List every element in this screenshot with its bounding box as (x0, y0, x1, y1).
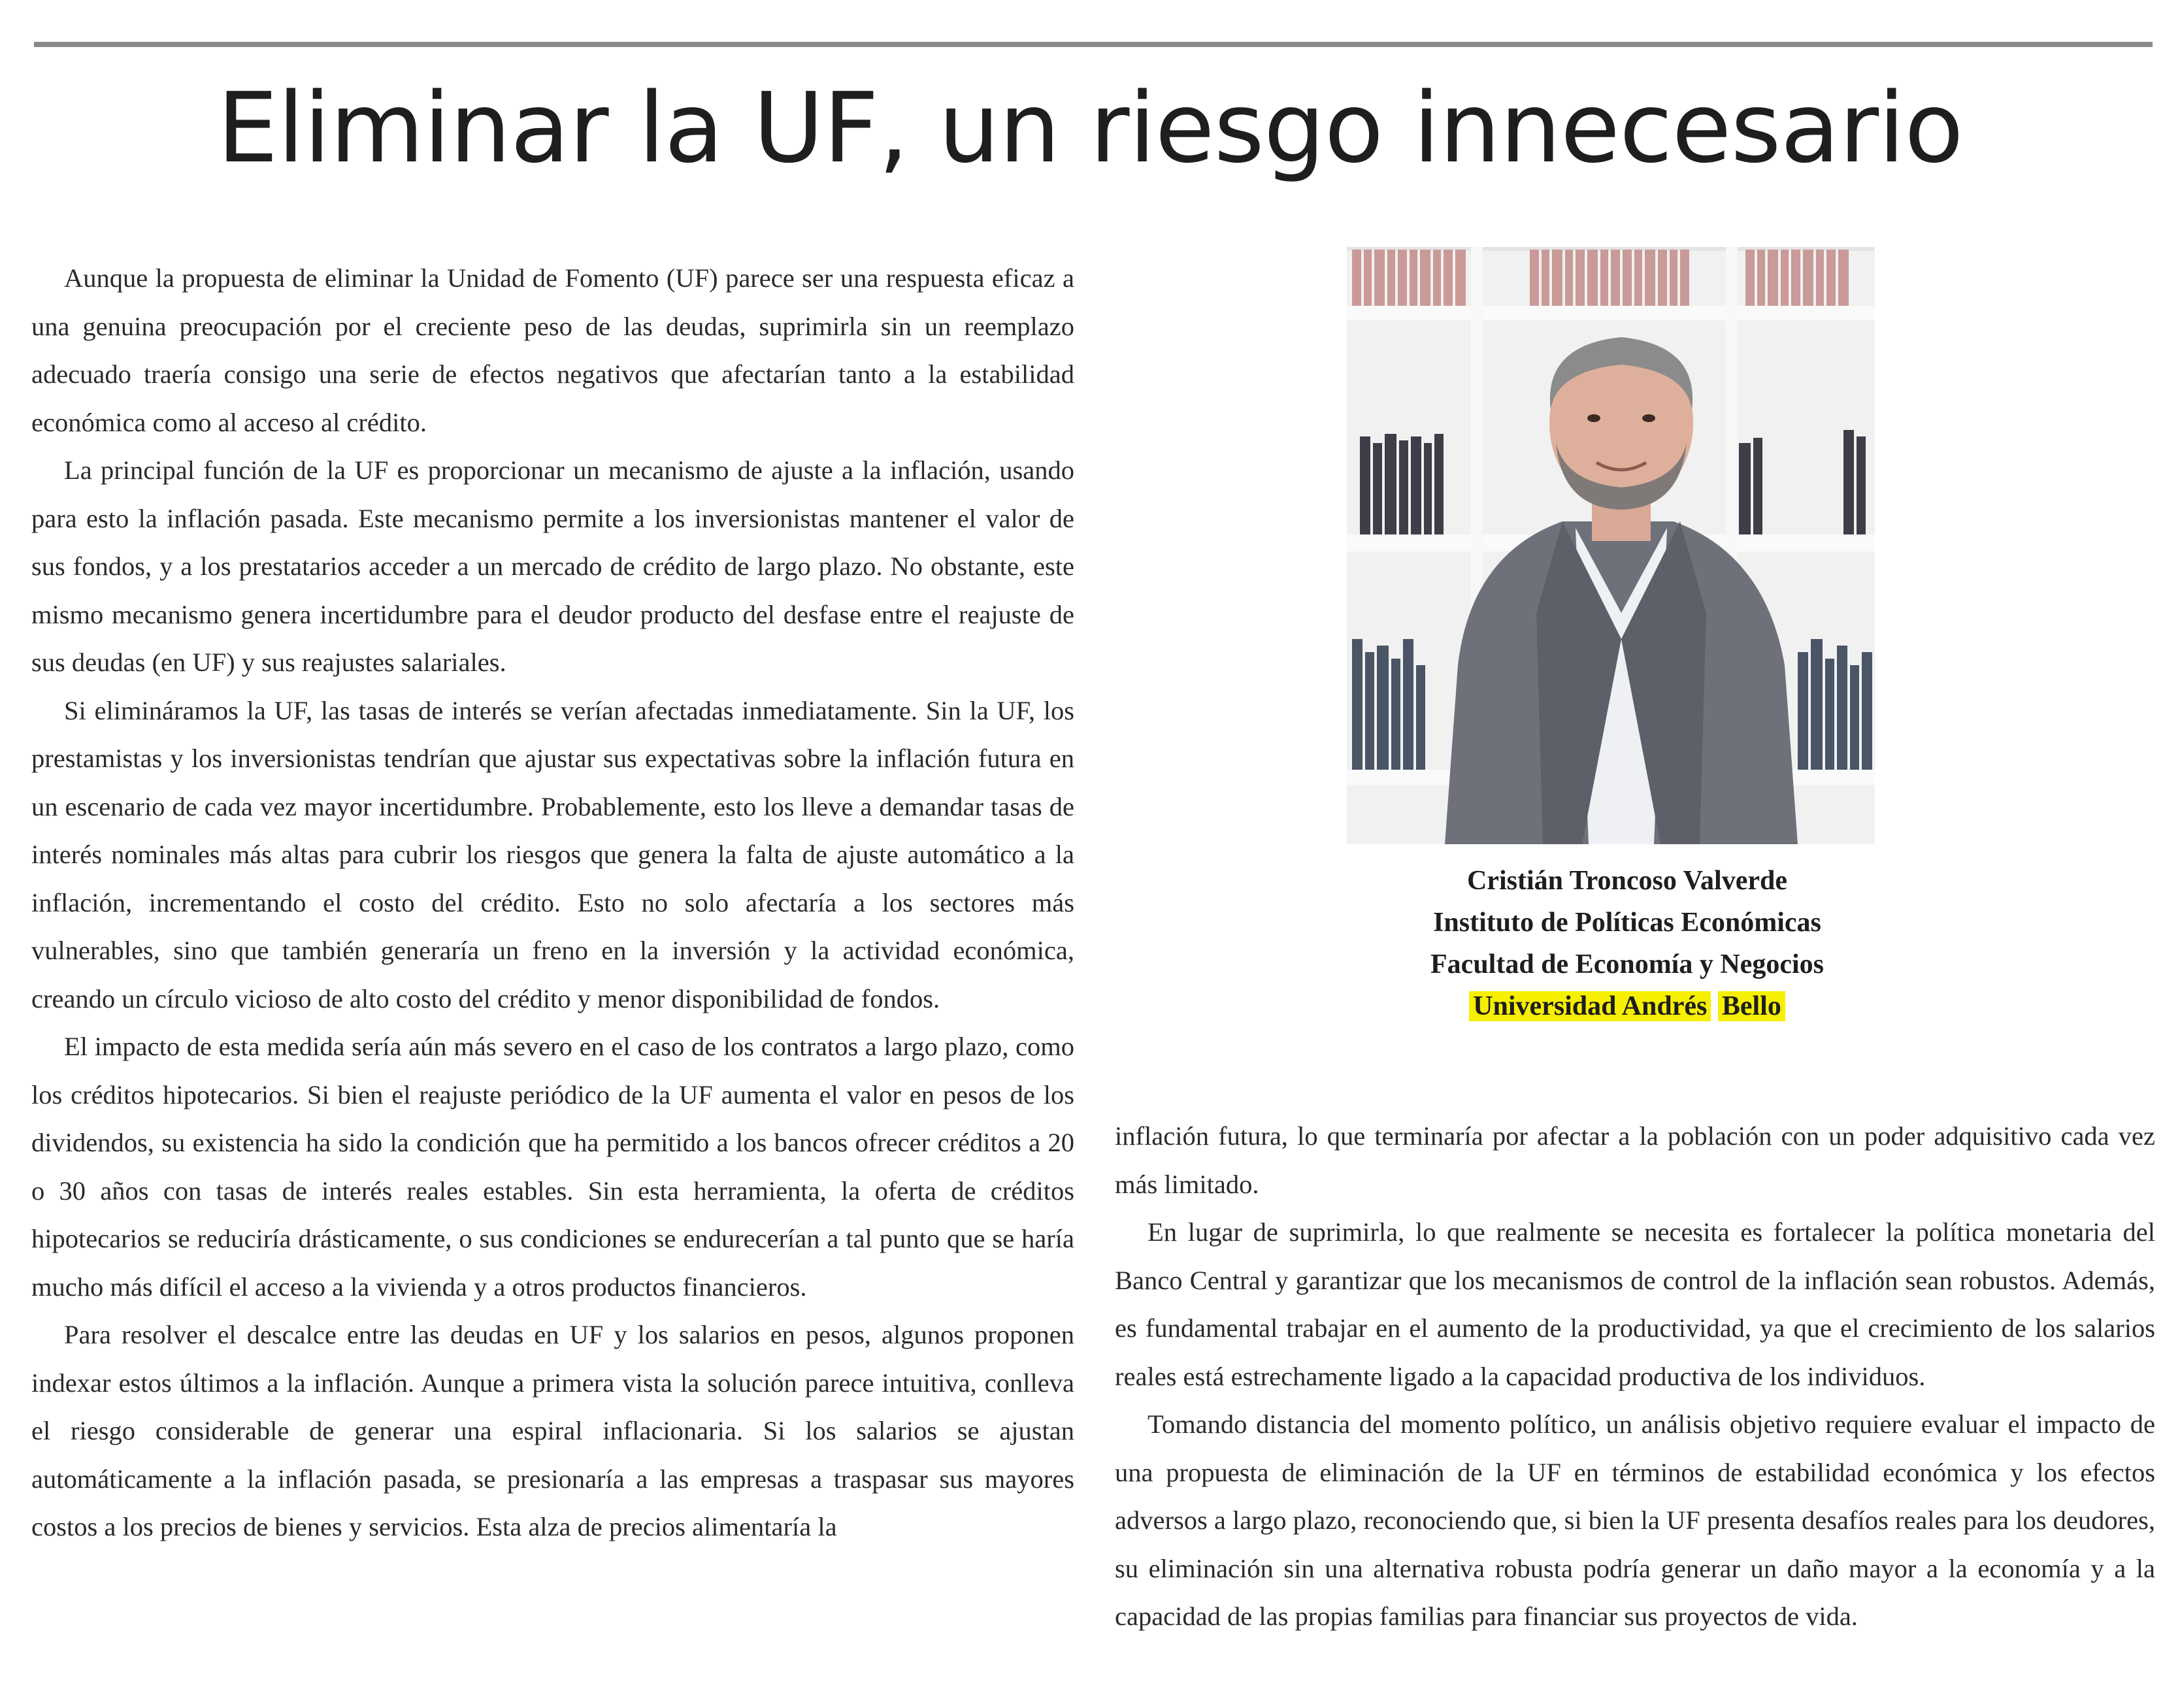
paragraph: inflación futura, lo que terminaría por afectar a la población con un poder adquisitivo cada vez más limitado. (1115, 1121, 2155, 1199)
author-faculty: Facultad de Economía y Negocios (1430, 949, 1824, 979)
author-name: Cristián Troncoso Valverde (1466, 866, 1788, 896)
paragraph: Aunque la propuesta de eliminar la Unidad de Fomento (UF) parece ser una respuesta eficaz a una genuina preocupación por el creciente peso de las deudas, suprimirla sin un reemplazo adecuado traería consigo una serie de efectos negativos que afectarían tanto a la estabilidad económica como al acceso al crédito. (31, 263, 1074, 437)
paragraph: El impacto de esta medida sería aún más severo en el caso de los contratos a largo plazo, como los créditos hipotecarios. Si bien el reajuste periódico de la UF aumenta el valor en pesos de los dividendos, su existencia ha sido la condición que ha permitido a los bancos ofrecer créditos a 20 o 30 años con tasas de interés reales estables. Sin esta herramienta, la oferta de créditos hipotecarios se reduciría drásticamente, o sus condiciones se endurecerían a tal punto que se haría mucho más difícil el acceso a la vivienda y a otros productos financieros. (31, 1032, 1074, 1302)
top-rule (34, 42, 2153, 47)
university-highlight: Bello (1718, 991, 1785, 1021)
paragraph: Tomando distancia del momento político, un análisis objetivo requiere evaluar el impacto de una propuesta de eliminación de la UF en términos de estabilidad económica y los efectos adversos a largo plazo, reconociendo que, si bien la UF presenta desafíos reales para los deudores, su eliminación sin una alternativa robusta podría generar un daño mayor a la economía y a la capacidad de las propias familias para financiar sus proyectos de vida. (1115, 1409, 2155, 1631)
university-highlight: Universidad Andrés (1469, 991, 1711, 1021)
author-photo (1347, 247, 1875, 844)
paragraph: Para resolver el descalce entre las deudas en UF y los salarios en pesos, algunos proponen indexar estos últimos a la inflación. Aunque a primera vista la solución parece intuitiva, conlleva el riesgo considerable de generar una espiral inflacionaria. Si los salarios se ajustan automáticamente a la inflación pasada, se presionaría a las empresas a traspasar sus mayores costos a los precios de bienes y servicios. Esta alza de precios alimentaría la (31, 1320, 1074, 1541)
headline: Eliminar la UF, un riesgo innecesario (217, 72, 1963, 184)
paragraph: Si elimináramos la UF, las tasas de interés se verían afectadas inmediatamente. Sin la UF, los prestamistas y los inversionistas tendrían que ajustar sus expectativas sobre la inflación futura en un escenario de cada vez mayor incertidumbre. Probablemente, esto los lleve a demandar tasas de interés nominales más altas para cubrir los riesgos que genera la falta de ajuste automático a la inflación, incrementando el costo del crédito. Esto no solo afectaría a los sectores más vulnerables, sino que también generaría un freno en la inversión y la actividad económica, creando un círculo vicioso de alto costo del crédito y menor disponibilidad de fondos. (31, 695, 1074, 1013)
paragraph: La principal función de la UF es proporcionar un mecanismo de ajuste a la inflación, usando para esto la inflación pasada. Este mecanismo permite a los inversionistas mantener el valor de sus fondos, y a los prestatarios acceder a un mercado de crédito de largo plazo. No obstante, este mismo mecanismo genera incertidumbre para el deudor producto del desfase entre el reajuste de sus deudas (en UF) y sus reajustes salariales. (31, 455, 1074, 677)
author-institute: Instituto de Políticas Económicas (1433, 908, 1821, 938)
article-column-left (31, 254, 1074, 1551)
paragraph: En lugar de suprimirla, lo que realmente se necesita es fortalecer la política monetaria del Banco Central y garantizar que los mecanismos de control de la inflación sean robustos. Además, es fundamental trabajar en el aumento de la productividad, ya que el crecimiento de los salarios reales está estrechamente ligado a la capacidad productiva de los individuos. (1115, 1217, 2155, 1391)
author-caption (1281, 860, 1974, 1027)
article-column-right (1115, 1112, 2155, 1641)
author-university (1281, 985, 1974, 1027)
